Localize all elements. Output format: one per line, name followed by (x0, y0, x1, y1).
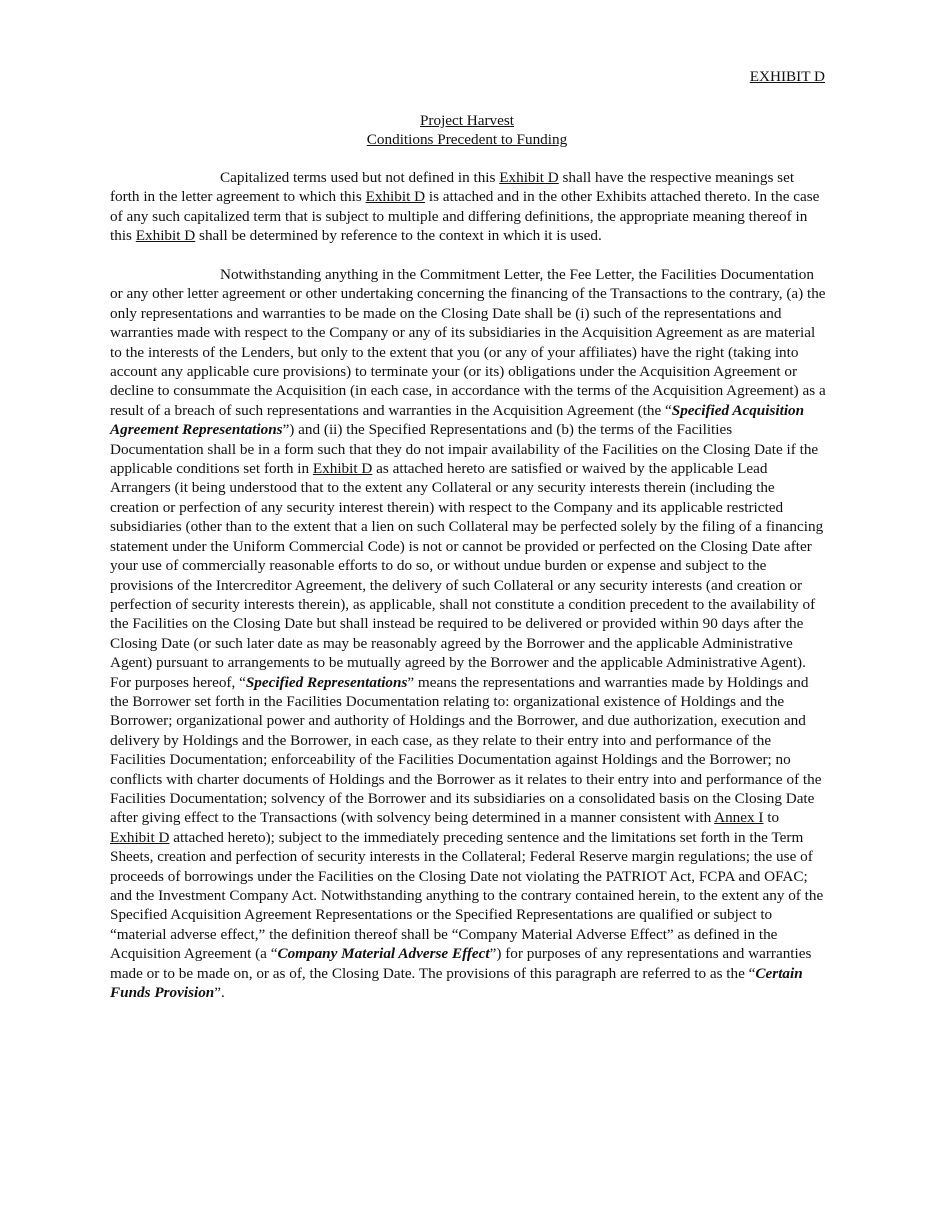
exhibit-label: EXHIBIT D (749, 68, 825, 85)
text-run: ”. (214, 984, 225, 1002)
text-run: ”) and (ii) the Specified Representations and (b) the terms of the Facilities Documentation shall be in a form such that they do not impair availability of the Facilities on the Closing Date if the applicable conditions set forth in (110, 421, 819, 478)
text-run: to (763, 809, 780, 827)
paragraph-certain-funds (110, 265, 826, 1002)
text-run: as attached hereto are satisfied or waived by the applicable Lead Arrangers (it being understood that to the extent any Collateral or any security interests therein (including the creation or perfection of any security interest therein) with respect to the Company and its applicable restricted subsidiaries (other than to the extent that a lien on such Collateral may be perfected solely by the filing of a financing statement under the Uniform Commercial Code) is not or cannot be provided or perfected on the Closing Date after your use of commercially reasonable efforts to do so, or without undue burden or expense and subject to the provisions of the Intercreditor Agreement, the delivery of such Collateral or any security interests (and creation or perfection of security interests therein), as applicable, shall not constitute a condition precedent to the availability of the Facilities on the Closing Date but shall instead be required to be delivered or provided within 90 days after the Closing Date (or such later date as may be reasonably agreed by the Borrower and the applicable Administrative Agent) pursuant to arrangements to be mutually agreed by the Borrower and the applicable Administrative Agent). For purposes hereof, “ (110, 460, 824, 691)
title-subtitle: Conditions Precedent to Funding (366, 131, 568, 149)
exhibit-reference: Exhibit D (312, 460, 373, 478)
text-run: Notwithstanding anything in the Commitment Letter, the Fee Letter, the Facilities Documentation or any other letter agreement or other undertaking concerning the financing of the Transactions to the contrary, (a) the only representations and warranties to be made on the Closing Date shall be (i) such of the representations and warranties made with respect to the Company or any of its subsidiaries in the Acquisition Agreement as are material to the interests of the Lenders, but only to the extent that you (or any of your affiliates) have the right (taking into account any applicable cure provisions) to terminate your (or its) obligations under the Acquisition Agreement or decline to consummate the Acquisition (in each case, in accordance with the terms of the Acquisition Agreement) as a result of a breach of such representations and warranties in the Acquisition Agreement (the “ (110, 266, 826, 419)
text-run: shall have the respective meanings set forth in the letter agreement to which this (110, 169, 795, 206)
document-body (110, 168, 826, 1002)
text-run: is attached and in the other Exhibits attached thereto. In the case of any such capitalized term that is subject to multiple and differing definitions, the appropriate meaning thereof in this (110, 188, 820, 245)
text-run: ” means the representations and warranties made by Holdings and the Borrower set forth in the Facilities Documentation relating to: organizational existence of Holdings and the Borrower; organizational power and authority of Holdings and the Borrower, and due authorization, execution and delivery by Holdings and the Borrower, in each case, as they relate to their entry into and performance of the Facilities Documentation; enforceability of the Facilities Documentation against Holdings and the Borrower; no conflicts with charter documents of Holdings and the Borrower as it relates to their entry into and performance of the Facilities Documentation; solvency of the Borrower and its subsidiaries on a consolidated basis on the Closing Date after giving effect to the Transactions (with solvency being determined in a manner consistent with (110, 673, 822, 827)
paragraph-capitalized-terms (110, 168, 826, 246)
document-title (0, 111, 934, 150)
defined-term: Specified Representations (245, 673, 408, 691)
exhibit-reference: Exhibit D (365, 188, 426, 206)
text-run: attached hereto); subject to the immediately preceding sentence and the limitations set forth in the Term Sheets, creation and perfection of security interests in the Collateral; Federal Reserve margin regulations; the use of proceeds of borrowings under the Facilities on the Closing Date not violating the PATRIOT Act, FCPA and OFAC; and the Investment Company Act. Notwithstanding anything to the contrary contained herein, to the extent any of the Specified Acquisition Agreement Representations or the Specified Representations are qualified or subject to “material adverse effect,” the definition thereof shall be “Company Material Adverse Effect” as defined in the Acquisition Agreement (a “ (110, 828, 824, 963)
text-run: shall be determined by reference to the context in which it is used. (195, 227, 602, 245)
text-run: ”) for purposes of any representations and warranties made or to be made on, or as of, the Closing Date. The provisions of this paragraph are referred to as the “ (110, 945, 812, 982)
annex-reference: Annex I (714, 809, 764, 827)
defined-term: Specified Acquisition Agreement Representations (110, 401, 805, 439)
title-project-name: Project Harvest (419, 112, 515, 129)
defined-term: Certain Funds Provision (110, 964, 803, 1002)
defined-term: Company Material Adverse Effect (277, 945, 490, 963)
exhibit-reference: Exhibit D (499, 169, 559, 186)
exhibit-reference: Exhibit D (135, 227, 196, 245)
text-run: Capitalized terms used but not defined in this (220, 169, 500, 186)
exhibit-reference: Exhibit D (110, 828, 170, 846)
